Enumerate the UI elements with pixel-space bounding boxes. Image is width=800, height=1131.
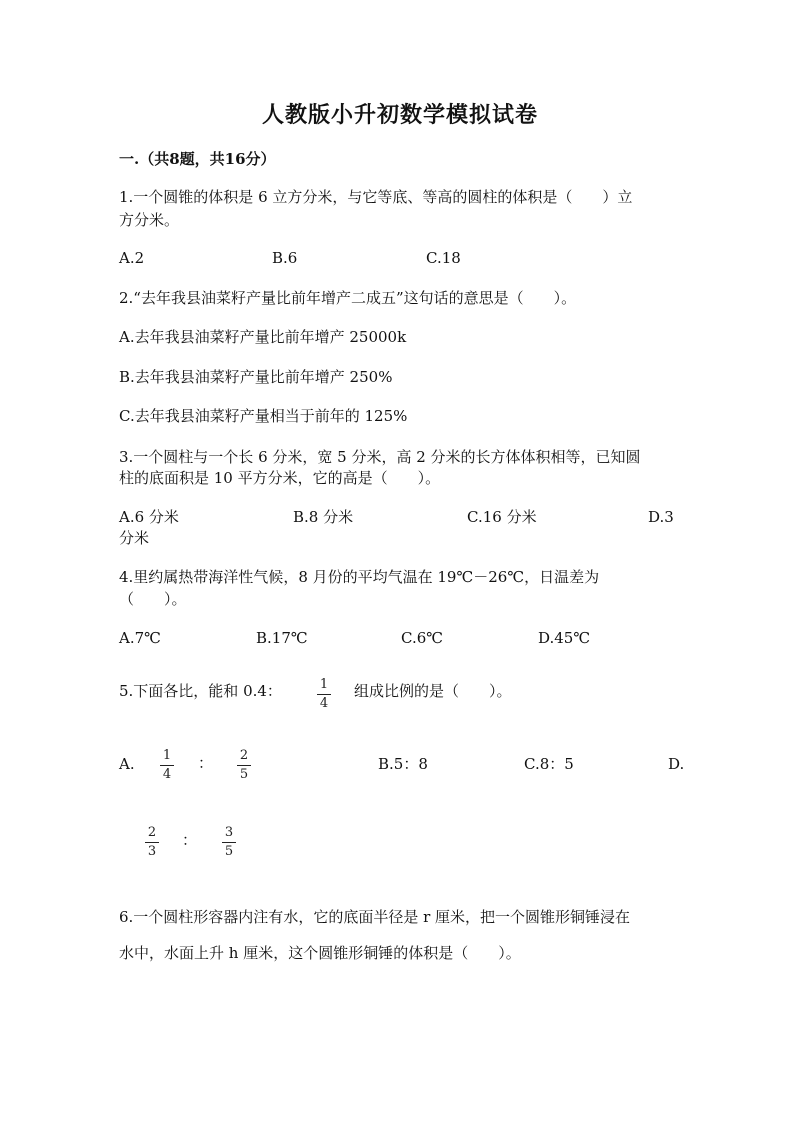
q5-stem-fraction bbox=[314, 677, 334, 712]
q4-option-b: B.17℃ bbox=[256, 629, 308, 647]
fraction-bar bbox=[317, 694, 331, 695]
fraction-denominator: 5 bbox=[239, 767, 249, 782]
q2-stem: 2.“去年我县油菜籽产量比前年增产二成五”这句话的意思是（ ）。 bbox=[119, 289, 577, 307]
q3-option-b: B.8 分米 bbox=[293, 508, 354, 526]
section-heading: 一.（共8题，共16分） bbox=[119, 150, 276, 168]
fraction-bar bbox=[222, 842, 236, 843]
q3-option-c: C.16 分米 bbox=[467, 508, 537, 526]
q1-stem-line1: 1.一个圆锥的体积是 6 立方分米，与它等底、等高的圆柱的体积是（ ）立 bbox=[119, 188, 633, 206]
fraction-bar bbox=[145, 842, 159, 843]
q1-stem-line2: 方分米。 bbox=[119, 211, 180, 229]
q1-option-c: C.18 bbox=[426, 249, 461, 267]
q3-stem-line2: 柱的底面积是 10 平方分米，它的高是（ ）。 bbox=[119, 469, 441, 487]
fraction-denominator: 4 bbox=[319, 696, 329, 711]
q5-option-c: C.8：5 bbox=[524, 755, 574, 773]
q2-option-c: C.去年我县油菜籽产量相当于前年的 125% bbox=[119, 407, 408, 425]
q3-stem-line1: 3.一个圆柱与一个长 6 分米，宽 5 分米，高 2 分米的长方体体积相等，已知圆 bbox=[119, 448, 641, 466]
q4-option-c: C.6℃ bbox=[401, 629, 444, 647]
q5-option-a-label: A. bbox=[119, 755, 135, 773]
q4-option-a: A.7℃ bbox=[119, 629, 161, 647]
q5-option-d-colon: ： bbox=[182, 831, 198, 849]
fraction-denominator: 3 bbox=[147, 844, 157, 859]
fraction-numerator: 3 bbox=[224, 825, 234, 840]
q5-option-a-fraction-2 bbox=[234, 748, 254, 783]
q6-stem-line1: 6.一个圆柱形容器内注有水，它的底面半径是 r 厘米，把一个圆锥形铜锤浸在 bbox=[119, 908, 631, 926]
q2-option-a: A.去年我县油菜籽产量比前年增产 25000k bbox=[119, 328, 407, 346]
q6-stem-line2: 水中，水面上升 h 厘米，这个圆锥形铜锤的体积是（ ）。 bbox=[119, 944, 521, 962]
q5-option-a-colon: ： bbox=[198, 754, 214, 772]
q4-stem-line1: 4.里约属热带海洋性气候，8 月份的平均气温在 19℃－26℃，日温差为 bbox=[119, 568, 600, 586]
q4-option-d: D.45℃ bbox=[538, 629, 591, 647]
fraction-denominator: 4 bbox=[162, 767, 172, 782]
fraction-numerator: 2 bbox=[147, 825, 157, 840]
q3-option-d-wrap: 分米 bbox=[119, 529, 150, 547]
fraction-bar bbox=[237, 765, 251, 766]
q2-option-b: B.去年我县油菜籽产量比前年增产 250% bbox=[119, 368, 393, 386]
q5-stem-after: 组成比例的是（ ）。 bbox=[354, 682, 512, 700]
q5-option-d-fraction-2 bbox=[219, 825, 239, 860]
fraction-denominator: 5 bbox=[224, 844, 234, 859]
q5-option-a-fraction-1 bbox=[157, 748, 177, 783]
q3-option-d: D.3 bbox=[648, 508, 674, 526]
page-title: 人教版小升初数学模拟试卷 bbox=[261, 102, 538, 128]
q5-option-b: B.5：8 bbox=[378, 755, 428, 773]
q1-option-b: B.6 bbox=[272, 249, 298, 267]
fraction-numerator: 1 bbox=[162, 748, 172, 763]
fraction-numerator: 1 bbox=[319, 677, 329, 692]
q5-stem-before: 5.下面各比，能和 0.4： bbox=[119, 682, 282, 700]
q3-option-a: A.6 分米 bbox=[119, 508, 179, 526]
fraction-numerator: 2 bbox=[239, 748, 249, 763]
q5-option-d-fraction-1 bbox=[142, 825, 162, 860]
q5-option-d-label: D. bbox=[668, 755, 685, 773]
fraction-bar bbox=[160, 765, 174, 766]
q4-stem-line2: （ ）。 bbox=[119, 590, 187, 608]
q1-option-a: A.2 bbox=[119, 249, 145, 267]
